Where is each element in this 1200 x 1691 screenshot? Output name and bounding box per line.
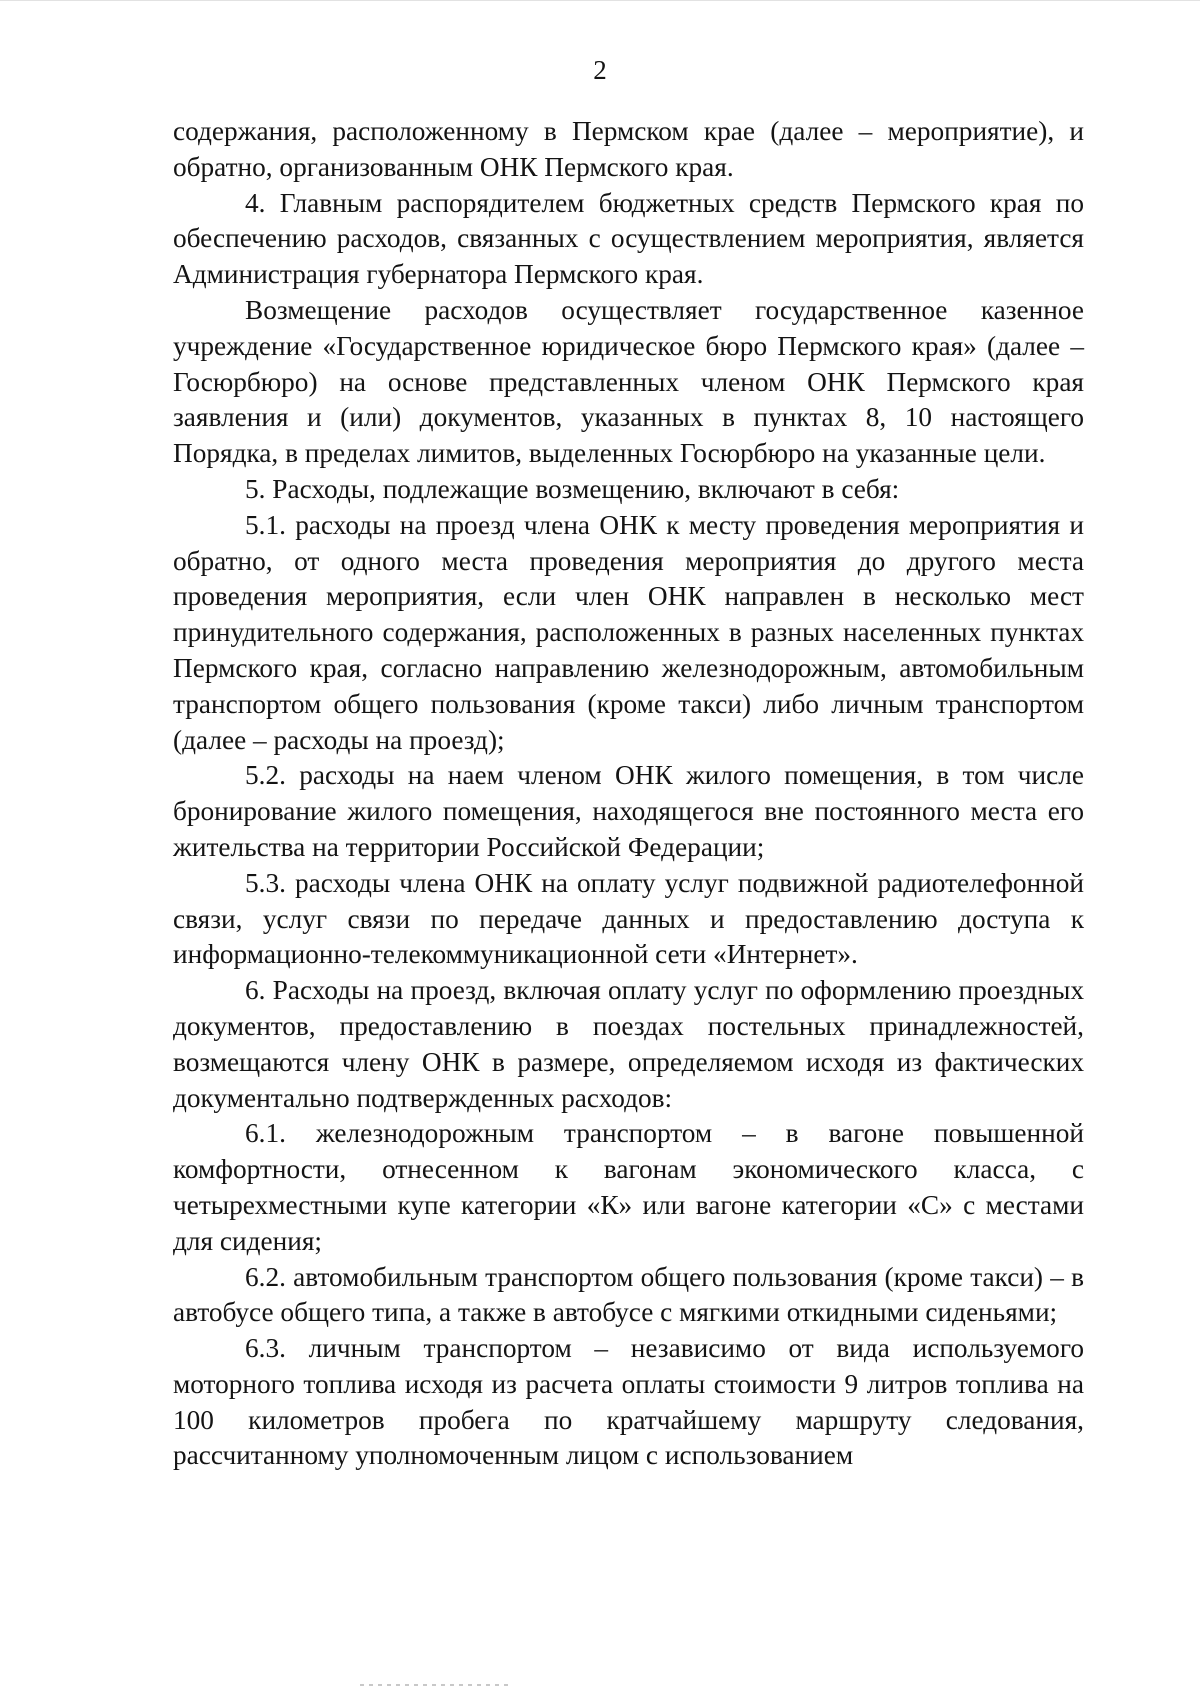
scan-artifact [360, 1684, 510, 1686]
paragraph-item-5-1: 5.1. расходы на проезд члена ОНК к месту проведения мероприятия и обратно, от одного места проведения мероприятия до другого места проведения мероприятия, если член ОНК направлен в несколько мест принудительного содержания, расположенных в разных населенных пунктах Пермского края, согласно направлению железнодорожным, автомобильным транспортом общего пользования (кроме такси) либо личным транспортом (далее – расходы на проезд); [173, 509, 1084, 755]
paragraph-item-4: 4. Главным распорядителем бюджетных средств Пермского края по обеспечению расходов, связанных с осуществлением мероприятия, является Администрация губернатора Пермского края. [173, 187, 1084, 290]
paragraph-item-6-1: 6.1. железнодорожным транспортом – в вагоне повышенной комфортности, отнесенном к вагонам экономического класса, с четырехместными купе категории «К» или вагоне категории «С» с местами для сидения; [173, 1118, 1084, 1256]
paragraph-item-5-3: 5.3. расходы члена ОНК на оплату услуг подвижной радиотелефонной связи, услуг связи по передаче данных и предоставлению доступа к информационно-телекоммуникационной сети «Интернет». [173, 867, 1084, 970]
paragraph-item-6-2: 6.2. автомобильным транспортом общего пользования (кроме такси) – в автобусе общего типа, а также в автобусе с мягкими откидными сиденьями; [173, 1261, 1084, 1328]
paragraph-item-6-3: 6.3. личным транспортом – независимо от вида используемого моторного топлива исходя из расчета оплаты стоимости 9 литров топлива на 100 километров пробега по кратчайшему маршруту следования, рассчитанному уполномоченным лицом с использованием [173, 1333, 1084, 1471]
paragraph-item-5: 5. Расходы, подлежащие возмещению, включают в себя: [245, 473, 900, 504]
paragraph-item-5-2: 5.2. расходы на наем членом ОНК жилого помещения, в том числе бронирование жилого помещения, находящегося вне постоянного места его жительства на территории Российской Федерации; [173, 760, 1084, 862]
paragraph-item-6: 6. Расходы на проезд, включая оплату услуг по оформлению проездных документов, предоставлению в поездах постельных принадлежностей, возмещаются члену ОНК в размере, определяемом исходя из фактических документально подтвержденных расходов: [173, 975, 1084, 1113]
scan-edge [0, 0, 1200, 1]
paragraph-continuation: содержания, расположенному в Пермском крае (далее – мероприятие), и обратно, организованным ОНК Пермского края. [173, 116, 1084, 182]
page-number: 2 [593, 55, 607, 85]
paragraph-reimbursement: Возмещение расходов осуществляет государственное казенное учреждение «Государственное юридическое бюро Пермского края» (далее – Госюрбюро) на основе представленных членом ОНК Пермского края заявления и (или) документов, указанных в пунктах 8, 10 настоящего Порядка, в пределах лимитов, выделенных Госюрбюро на указанные цели. [173, 294, 1084, 469]
document-body [173, 114, 1084, 1474]
